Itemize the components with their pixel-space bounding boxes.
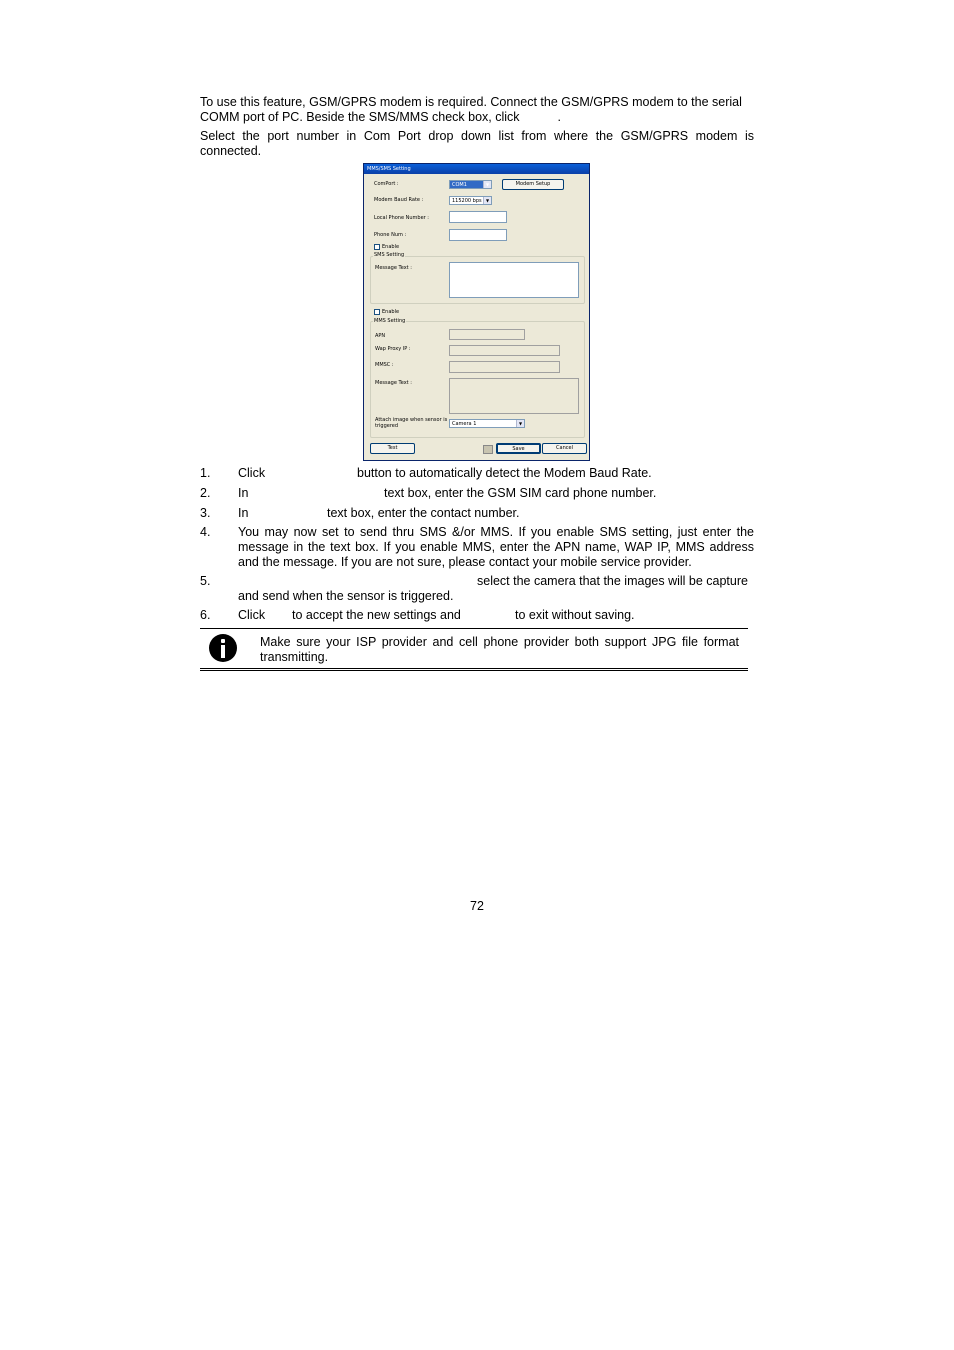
note-text: Make sure your ISP provider and cell phone provider both support JPG file format transmitting. (260, 635, 739, 664)
mms-enable-checkbox[interactable] (374, 309, 380, 315)
note-top-rule (200, 628, 748, 629)
attach-camera-value: Camera 1 (452, 421, 477, 427)
intro-line-2-end: . (557, 110, 562, 124)
modem-setup-button[interactable]: Modem Setup (502, 179, 564, 190)
step-1-number: 1. (200, 466, 211, 480)
step-3-in: In (238, 506, 249, 520)
baud-rate-select[interactable] (449, 196, 492, 205)
step-6-text-end: to exit without saving. (515, 608, 635, 622)
apn-label: APN (375, 333, 386, 339)
com-port-value: COM1 (452, 182, 467, 188)
mms-message-textarea[interactable] (449, 378, 579, 414)
mmsc-label: MMSC : (375, 362, 394, 368)
phone-num-label: Phone Num : (374, 232, 407, 238)
chevron-down-icon: ▼ (483, 197, 491, 204)
intro-line-2-text: COMM port of PC. Beside the SMS/MMS check box, click (200, 110, 520, 124)
intro-line-2 (200, 110, 754, 125)
step-6-click: Click (238, 608, 266, 622)
step-3-text: text box, enter the contact number. (327, 506, 520, 520)
step-5-text: select the camera that the images will be capture (477, 574, 748, 588)
page-number: 72 (470, 899, 484, 913)
intro-paragraph-2: Select the port number in Com Port drop down list from where the GSM/GPRS modem is connected. (200, 129, 754, 158)
mms-sms-setting-dialog (363, 163, 590, 461)
step-2-in: In (238, 486, 249, 500)
chevron-down-icon: ▼ (483, 181, 491, 188)
chevron-down-icon: ▼ (516, 420, 524, 427)
attach-camera-select[interactable] (449, 419, 525, 428)
wap-proxy-input[interactable] (449, 345, 560, 356)
mms-message-label: Message Text : (375, 380, 412, 386)
step-5-number: 5. (200, 574, 211, 588)
attach-image-label (375, 417, 447, 429)
note-bottom-rule-2 (200, 670, 748, 671)
step-5-text-cont: and send when the sensor is triggered. (238, 589, 454, 603)
step-6-text: to accept the new settings and (292, 608, 461, 622)
info-icon (209, 634, 237, 662)
test-button[interactable]: Test (370, 443, 415, 454)
step-1-text: button to automatically detect the Modem Baud Rate. (357, 466, 652, 480)
sms-message-label: Message Text : (375, 265, 412, 271)
sms-group-label: SMS Setting (374, 252, 405, 258)
com-port-label: ComPort : (374, 181, 399, 187)
phone-icon (483, 445, 493, 454)
mmsc-input[interactable] (449, 361, 560, 373)
wap-proxy-label: Wap Proxy IP : (375, 346, 411, 352)
phone-num-input[interactable] (449, 229, 507, 241)
step-6-number: 6. (200, 608, 211, 622)
dialog-title: MMS/SMS Setting (364, 164, 589, 174)
sms-enable-checkbox[interactable] (374, 244, 380, 250)
baud-rate-label: Modem Baud Rate : (374, 197, 424, 203)
step-4-number: 4. (200, 525, 211, 539)
save-button[interactable]: Save (496, 443, 541, 454)
baud-rate-value: 115200 bps (452, 198, 482, 204)
step-3-number: 3. (200, 506, 211, 520)
mms-enable-label: Enable (382, 309, 400, 315)
local-phone-label: Local Phone Number : (374, 215, 429, 221)
intro-line-1: To use this feature, GSM/GPRS modem is required. Connect the GSM/GPRS modem to the serial (200, 95, 742, 109)
note-bottom-rule-1 (200, 668, 748, 669)
com-port-select[interactable] (449, 180, 492, 189)
sms-enable-label: Enable (382, 244, 400, 250)
apn-input[interactable] (449, 329, 525, 340)
attach-label-line-2: triggered (375, 423, 399, 429)
local-phone-input[interactable] (449, 211, 507, 223)
step-1-click: Click (238, 466, 266, 480)
step-2-text: text box, enter the GSM SIM card phone number. (384, 486, 657, 500)
sms-message-textarea[interactable] (449, 262, 579, 298)
step-2-number: 2. (200, 486, 211, 500)
mms-group-label: MMS Setting (374, 318, 406, 324)
cancel-button[interactable]: Cancel (542, 443, 587, 454)
step-4-text: You may now set to send thru SMS &/or MMS. If you enable SMS setting, just enter the message in the text box. If you enable MMS, enter the APN name, WAP IP, MMS address and the message. If you are not sure, please contact your mobile service provider. (238, 525, 754, 569)
intro-paragraph-1 (200, 95, 754, 125)
attach-label-line-1: Attach image when sensor is (375, 417, 448, 423)
